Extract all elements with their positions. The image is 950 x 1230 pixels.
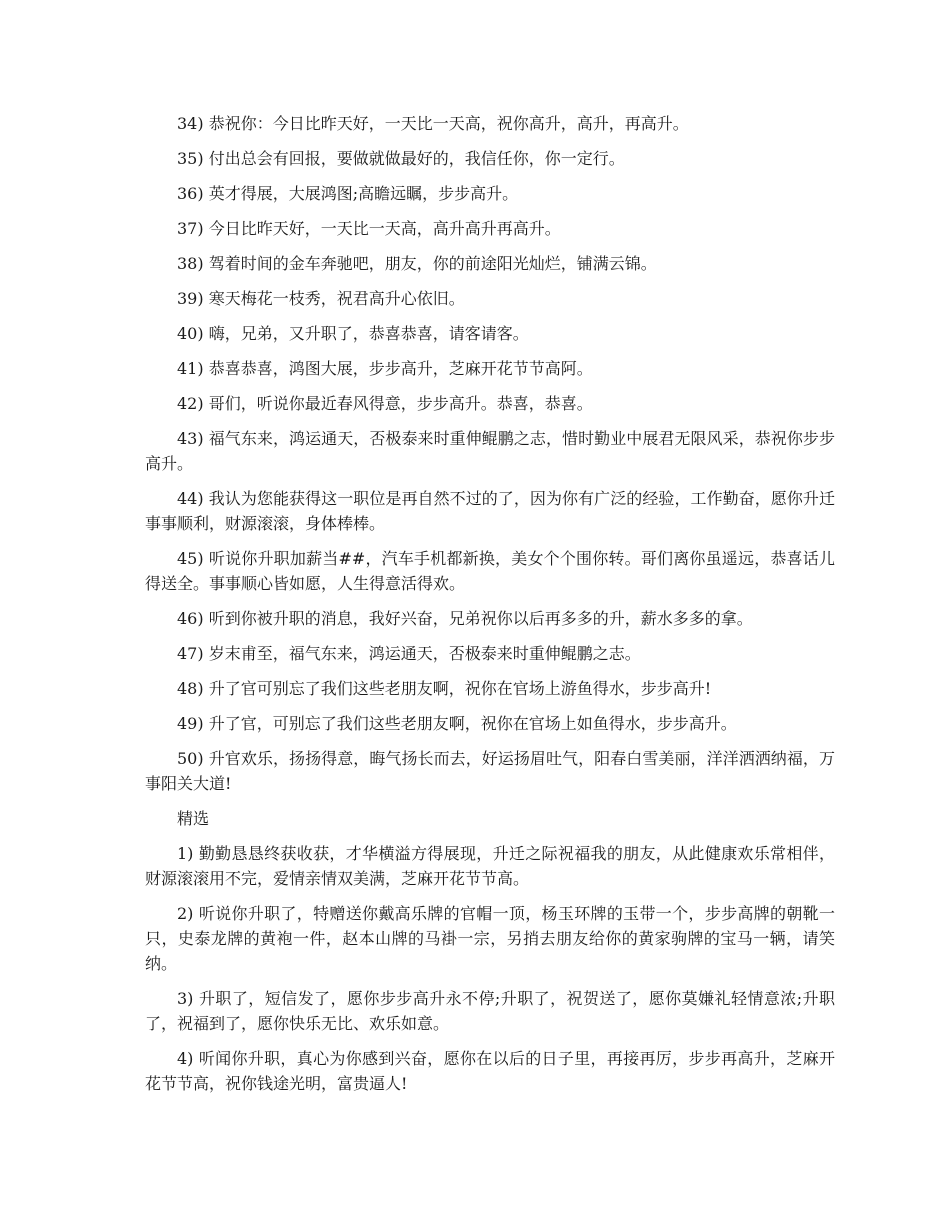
paragraph-47: 47) 岁末甫至，福气东来，鸿运通天，否极泰来时重伸鲲鹏之志。 — [177, 644, 641, 663]
paragraph-34: 34) 恭祝你：今日比昨天好，一天比一天高，祝你高升，高升，再高升。 — [177, 114, 689, 133]
paragraph-35: 35) 付出总会有回报，要做就做最好的，我信任你，你一定行。 — [177, 149, 625, 168]
paragraph-39: 39) 寒天梅花一枝秀，祝君高升心依旧。 — [177, 289, 465, 308]
paragraph-37: 37) 今日比昨天好，一天比一天高，高升高升再高升。 — [177, 219, 561, 238]
paragraph-38: 38) 驾着时间的金车奔驰吧，朋友，你的前途阳光灿烂，铺满云锦。 — [177, 254, 657, 273]
paragraph-45: 45) 听说你升职加薪当##，汽车手机都新换，美女个个围你转。哥们离你虽遥远，恭喜话儿得送全。事事顺心皆如愿，人生得意活得欢。 — [145, 549, 835, 593]
featured-paragraph-4: 4) 听闻你升职，真心为你感到兴奋，愿你在以后的日子里，再接再厉，步步再高升，芝麻开花节节高，祝你钱途光明，富贵逼人! — [145, 1049, 835, 1093]
paragraph-43: 43) 福气东来，鸿运通天，否极泰来时重伸鲲鹏之志，惜时勤业中展君无限风采，恭祝你步步高升。 — [145, 429, 835, 473]
featured-paragraph-2: 2) 听说你升职了，特赠送你戴高乐牌的官帽一顶，杨玉环牌的玉带一个，步步高牌的朝靴一只，史泰龙牌的黄袍一件，赵本山牌的马褂一宗，另捎去朋友给你的黄家驹牌的宝马一辆，请笑纳。 — [145, 904, 835, 973]
paragraph-40: 40) 嗨，兄弟，又升职了，恭喜恭喜，请客请客。 — [177, 324, 529, 343]
paragraph-44: 44) 我认为您能获得这一职位是再自然不过的了，因为你有广泛的经验，工作勤奋，愿你升迁事事顺利，财源滚滚，身体棒棒。 — [145, 489, 835, 533]
paragraph-41: 41) 恭喜恭喜，鸿图大展，步步高升，芝麻开花节节高阿。 — [177, 359, 593, 378]
section-heading: 精选 — [177, 809, 210, 828]
paragraph-49: 49) 升了官，可别忘了我们这些老朋友啊，祝你在官场上如鱼得水，步步高升。 — [177, 714, 737, 733]
paragraph-36: 36) 英才得展，大展鸿图;高瞻远瞩，步步高升。 — [177, 184, 519, 203]
featured-paragraph-3: 3) 升职了，短信发了，愿你步步高升永不停;升职了，祝贺送了，愿你莫嫌礼轻情意浓;升职了，祝福到了，愿你快乐无比、欢乐如意。 — [145, 989, 835, 1033]
paragraph-48: 48) 升了官可别忘了我们这些老朋友啊，祝你在官场上游鱼得水，步步高升! — [177, 679, 712, 698]
paragraph-42: 42) 哥们，听说你最近春风得意，步步高升。恭喜，恭喜。 — [177, 394, 593, 413]
featured-paragraph-1: 1) 勤勤恳恳终获收获，才华横溢方得展现，升迁之际祝福我的朋友，从此健康欢乐常相伴，财源滚滚用不完，爱情亲情双美满，芝麻开花节节高。 — [145, 844, 835, 888]
paragraph-46: 46) 听到你被升职的消息，我好兴奋，兄弟祝你以后再多多的升，薪水多多的拿。 — [177, 609, 753, 628]
document-body — [145, 111, 835, 1106]
paragraph-50: 50) 升官欢乐，扬扬得意，晦气扬长而去，好运扬眉吐气，阳春白雪美丽，洋洋洒洒纳福，万事阳关大道! — [145, 749, 835, 793]
